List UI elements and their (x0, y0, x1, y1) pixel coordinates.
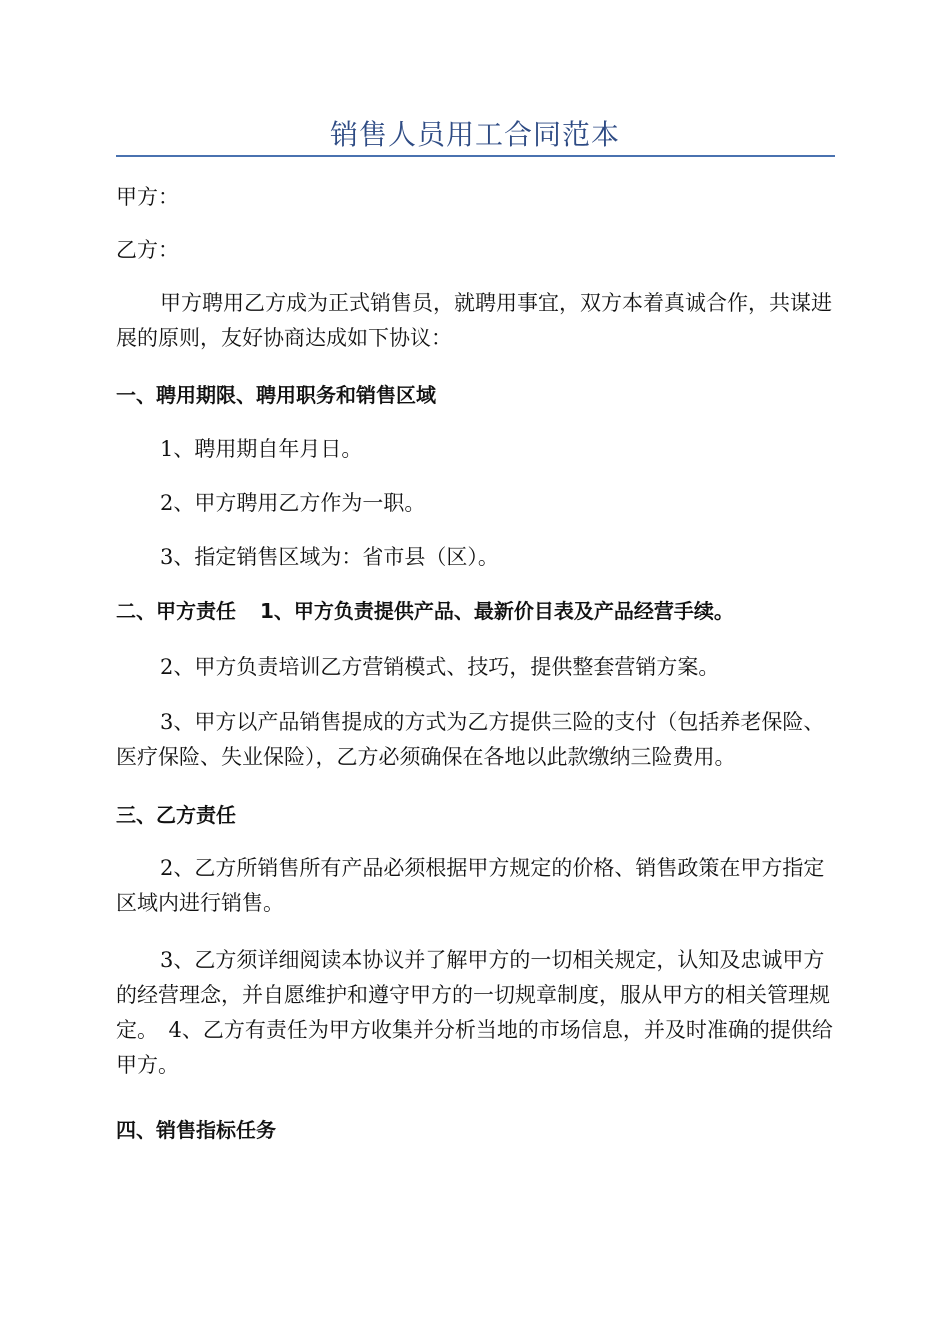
section-1-heading: 一、聘用期限、聘用职务和销售区域 (116, 383, 436, 407)
section-1-item-3: 3、指定销售区域为：省市县（区）。 (160, 545, 499, 569)
section-1-item-1: 1、聘用期自年月日。 (160, 437, 363, 461)
party-a-line: 甲方： (116, 185, 179, 209)
section-2-item-2: 2、甲方负责培训乙方营销模式、技巧，提供整套营销方案。 (160, 655, 720, 679)
section-2-heading: 二、甲方责任 (116, 599, 236, 623)
section-3-item-2: 2、乙方所销售所有产品必须根据甲方规定的价格、销售政策在甲方指定区域内进行销售。 (116, 856, 825, 915)
section-1-item-2: 2、甲方聘用乙方作为一职。 (160, 491, 426, 515)
document-title: 销售人员用工合同范本 (329, 118, 620, 151)
party-b-line: 乙方： (116, 238, 179, 262)
section-3-heading: 三、乙方责任 (116, 803, 236, 827)
section-4-heading: 四、销售指标任务 (116, 1118, 276, 1142)
section-2-item-3: 3、甲方以产品销售提成的方式为乙方提供三险的支付（包括养老保险、医疗保险、失业保险），乙方必须确保在各地以此款缴纳三险费用。 (116, 710, 825, 769)
section-2-line (116, 594, 836, 629)
section-2-item-1: 1、甲方负责提供产品、最新价目表及产品经营手续。 (260, 599, 734, 623)
section-3-items-3-4: 3、乙方须详细阅读本协议并了解甲方的一切相关规定，认知及忠诚甲方的经营理念，并自愿维护和遵守甲方的一切规章制度，服从甲方的相关管理规定。 4、乙方有责任为甲方收集并分析当地的市场信息，并及时准确的提供给甲方。 (116, 948, 833, 1077)
title-underline (116, 155, 835, 157)
intro-paragraph: 甲方聘用乙方成为正式销售员，就聘用事宜，双方本着真诚合作，共谋进展的原则，友好协商达成如下协议： (116, 291, 832, 350)
